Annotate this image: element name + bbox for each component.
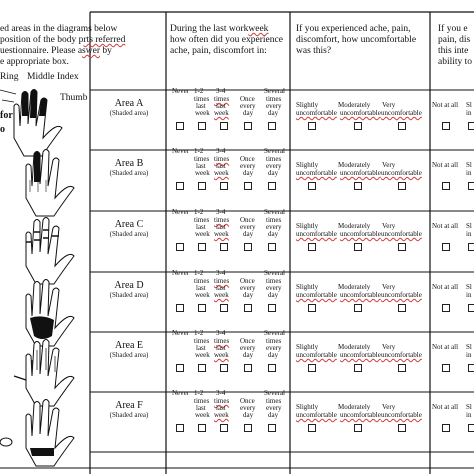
freq-never: Never	[172, 208, 190, 216]
hand-diagrams	[0, 0, 90, 474]
freq-several-every: every	[266, 102, 282, 110]
unc-very: Very	[382, 101, 396, 109]
freq-once: Once	[240, 155, 255, 163]
freq-several-every: every	[266, 162, 282, 170]
interference-checkbox[interactable]	[442, 364, 450, 372]
frequency-checkbox[interactable]	[244, 304, 252, 312]
freq-3-4-last: last	[216, 344, 226, 352]
freq-1-2-week: week	[195, 351, 210, 359]
freq-3-4-times: times	[214, 277, 230, 285]
freq-3-4: 3-4	[216, 269, 226, 277]
frequency-checkbox[interactable]	[268, 364, 276, 372]
int-in: in	[466, 291, 472, 299]
freq-3-4-times: times	[214, 216, 230, 224]
unc-uncomfortable: uncomfortable	[381, 351, 422, 359]
freq-3-4-week: week	[214, 411, 229, 419]
discomfort-checkbox[interactable]	[308, 364, 316, 372]
int-not-at-all: Not at all	[432, 101, 459, 109]
unc-uncomfortable: uncomfortable	[340, 291, 381, 299]
unc-slightly: Slightly	[296, 222, 319, 230]
discomfort-checkbox[interactable]	[354, 424, 362, 432]
unc-moderately: Moderately	[338, 343, 371, 351]
freq-1-2-week: week	[195, 169, 210, 177]
frequency-checkbox[interactable]	[176, 243, 184, 251]
frequency-checkbox[interactable]	[220, 304, 228, 312]
unc-very: Very	[382, 343, 396, 351]
area-label	[92, 158, 166, 177]
freq-never: Never	[172, 269, 190, 277]
unc-moderately: Moderately	[338, 403, 371, 411]
int-in: in	[466, 351, 472, 359]
freq-3-4: 3-4	[216, 208, 226, 216]
freq-several-day: day	[268, 169, 279, 177]
frequency-checkbox[interactable]	[268, 304, 276, 312]
discomfort-checkbox[interactable]	[398, 122, 406, 130]
frequency-checkbox[interactable]	[244, 364, 252, 372]
area-name: Area F	[115, 400, 143, 411]
interference-checkbox[interactable]	[468, 364, 474, 372]
interference-checkbox[interactable]	[468, 182, 474, 190]
freq-1-2-times: times	[194, 216, 210, 224]
unc-very: Very	[382, 222, 396, 230]
freq-3-4-week: week	[214, 169, 229, 177]
discomfort-checkbox[interactable]	[398, 364, 406, 372]
frequency-checkbox[interactable]	[198, 364, 206, 372]
freq-once-every: every	[240, 102, 256, 110]
intro-text: ed areas in the diagrams below position of the body prts referred uestionnaire. Please aswer by e appropriate box.	[0, 24, 126, 67]
freq-1-2-last: last	[196, 404, 206, 412]
int-sl: Sl	[466, 343, 472, 351]
freq-1-2-last: last	[196, 344, 206, 352]
freq-several-every: every	[266, 284, 282, 292]
freq-3-4: 3-4	[216, 329, 226, 337]
interference-checkbox[interactable]	[442, 243, 450, 251]
hand-diagram-f	[0, 400, 74, 467]
unc-uncomfortable: uncomfortable	[296, 351, 337, 359]
freq-never: Never	[172, 147, 190, 155]
for-label: for	[0, 110, 13, 121]
freq-3-4-week: week	[214, 351, 229, 359]
freq-several-every: every	[266, 344, 282, 352]
discomfort-checkbox[interactable]	[398, 243, 406, 251]
interference-checkbox[interactable]	[442, 304, 450, 312]
freq-once: Once	[240, 216, 255, 224]
int-sl: Sl	[466, 161, 472, 169]
freq-1-2-last: last	[196, 102, 206, 110]
interference-checkbox[interactable]	[442, 182, 450, 190]
frequency-checkbox[interactable]	[244, 122, 252, 130]
area-sub: (Shaded area)	[109, 291, 149, 299]
unc-slightly: Slightly	[296, 403, 319, 411]
freq-1-2-week: week	[195, 291, 210, 299]
unc-uncomfortable: uncomfortable	[381, 230, 422, 238]
unc-moderately: Moderately	[338, 161, 371, 169]
int-not-at-all: Not at all	[432, 283, 459, 291]
freq-1-2-times: times	[194, 337, 210, 345]
area-sub: (Shaded area)	[109, 230, 149, 238]
o-label: o	[0, 124, 5, 135]
frequency-checkbox[interactable]	[220, 243, 228, 251]
hand-diagram-c	[26, 218, 74, 285]
freq-once: Once	[240, 337, 255, 345]
freq-3-4-last: last	[216, 404, 226, 412]
interference-checkbox[interactable]	[468, 122, 474, 130]
int-not-at-all: Not at all	[432, 403, 459, 411]
freq-3-4-last: last	[216, 102, 226, 110]
freq-1-2: 1-2	[194, 389, 204, 397]
freq-1-2-week: week	[195, 411, 210, 419]
int-sl: Sl	[466, 101, 472, 109]
area-name: Area E	[114, 340, 144, 351]
unc-moderately: Moderately	[338, 222, 371, 230]
frequency-checkbox[interactable]	[220, 122, 228, 130]
freq-several-day: day	[268, 351, 279, 359]
freq-1-2-times: times	[194, 277, 210, 285]
int-sl: Sl	[466, 403, 472, 411]
area-label	[92, 98, 166, 117]
frequency-checkbox[interactable]	[176, 182, 184, 190]
area-name: Area D	[114, 280, 144, 291]
freq-several-every: every	[266, 223, 282, 231]
area-label	[92, 340, 166, 359]
unc-moderately: Moderately	[338, 101, 371, 109]
frequency-checkbox[interactable]	[176, 364, 184, 372]
freq-once-every: every	[240, 162, 256, 170]
area-label	[92, 280, 166, 299]
freq-3-4-times: times	[214, 397, 230, 405]
index-label: Index	[57, 72, 79, 82]
frequency-checkbox[interactable]	[220, 364, 228, 372]
frequency-checkbox[interactable]	[198, 122, 206, 130]
freq-several-day: day	[268, 109, 279, 117]
area-sub: (Shaded area)	[109, 411, 149, 419]
int-not-at-all: Not at all	[432, 343, 459, 351]
freq-3-4-times: times	[214, 155, 230, 163]
frequency-checkbox[interactable]	[268, 243, 276, 251]
area-label	[92, 219, 166, 238]
frequency-checkbox[interactable]	[220, 424, 228, 432]
freq-several: Several	[264, 389, 285, 397]
int-in: in	[466, 109, 472, 117]
unc-very: Very	[382, 403, 396, 411]
freq-1-2-last: last	[196, 162, 206, 170]
frequency-checkbox[interactable]	[244, 243, 252, 251]
freq-1-2: 1-2	[194, 329, 204, 337]
discomfort-checkbox[interactable]	[398, 424, 406, 432]
freq-once-every: every	[240, 223, 256, 231]
freq-several-times: times	[266, 277, 282, 285]
freq-several-day: day	[268, 230, 279, 238]
int-in: in	[466, 411, 472, 419]
unc-uncomfortable: uncomfortable	[296, 291, 337, 299]
discomfort-checkbox[interactable]	[308, 182, 316, 190]
hand-diagram-e	[14, 340, 74, 407]
area-name: Area A	[114, 98, 144, 109]
discomfort-checkbox[interactable]	[308, 243, 316, 251]
int-not-at-all: Not at all	[432, 161, 459, 169]
int-not-at-all: Not at all	[432, 222, 459, 230]
freq-once-day: day	[243, 169, 254, 177]
discomfort-checkbox[interactable]	[398, 182, 406, 190]
area-name: Area B	[114, 158, 144, 169]
freq-once: Once	[240, 277, 255, 285]
frequency-checkbox[interactable]	[198, 182, 206, 190]
freq-1-2-last: last	[196, 223, 206, 231]
interference-header: If you e pain, dis this inte ability to	[438, 24, 473, 67]
freq-several-times: times	[266, 216, 282, 224]
frequency-checkbox[interactable]	[176, 304, 184, 312]
unc-slightly: Slightly	[296, 343, 319, 351]
discomfort-checkbox[interactable]	[308, 304, 316, 312]
unc-uncomfortable: uncomfortable	[340, 109, 381, 117]
frequency-checkbox[interactable]	[220, 182, 228, 190]
int-sl: Sl	[466, 283, 472, 291]
freq-3-4-times: times	[214, 95, 230, 103]
freq-1-2: 1-2	[194, 147, 204, 155]
freq-several: Several	[264, 329, 285, 337]
freq-1-2: 1-2	[194, 87, 204, 95]
frequency-checkbox[interactable]	[268, 122, 276, 130]
freq-once-day: day	[243, 230, 254, 238]
unc-uncomfortable: uncomfortable	[340, 351, 381, 359]
frequency-header: During the last workweek how often did you experience ache, pain, discomfort in:	[170, 24, 283, 56]
discomfort-checkbox[interactable]	[398, 304, 406, 312]
discomfort-checkbox[interactable]	[308, 122, 316, 130]
freq-once: Once	[240, 397, 255, 405]
unc-slightly: Slightly	[296, 101, 319, 109]
frequency-checkbox[interactable]	[198, 424, 206, 432]
frequency-checkbox[interactable]	[268, 424, 276, 432]
hand-diagram-b	[26, 150, 74, 217]
area-name: Area C	[114, 219, 144, 230]
freq-1-2: 1-2	[194, 208, 204, 216]
frequency-checkbox[interactable]	[176, 424, 184, 432]
freq-several: Several	[264, 87, 285, 95]
frequency-checkbox[interactable]	[244, 424, 252, 432]
unc-slightly: Slightly	[296, 283, 319, 291]
freq-several-every: every	[266, 404, 282, 412]
interference-checkbox[interactable]	[468, 424, 474, 432]
discomfort-checkbox[interactable]	[308, 424, 316, 432]
discomfort-checkbox[interactable]	[354, 243, 362, 251]
frequency-checkbox[interactable]	[198, 243, 206, 251]
freq-several-times: times	[266, 337, 282, 345]
freq-several-times: times	[266, 155, 282, 163]
interference-checkbox[interactable]	[442, 122, 450, 130]
freq-1-2-last: last	[196, 284, 206, 292]
freq-3-4-last: last	[216, 284, 226, 292]
freq-3-4-last: last	[216, 223, 226, 231]
unc-uncomfortable: uncomfortable	[296, 411, 337, 419]
freq-1-2-times: times	[194, 95, 210, 103]
frequency-checkbox[interactable]	[268, 182, 276, 190]
interference-checkbox[interactable]	[442, 424, 450, 432]
middle-label: Middle	[27, 72, 55, 82]
discomfort-checkbox[interactable]	[354, 364, 362, 372]
freq-3-4-last: last	[216, 162, 226, 170]
freq-several-times: times	[266, 95, 282, 103]
freq-3-4-times: times	[214, 337, 230, 345]
unc-uncomfortable: uncomfortable	[381, 291, 422, 299]
discomfort-checkbox[interactable]	[354, 304, 362, 312]
freq-3-4-week: week	[214, 109, 229, 117]
discomfort-checkbox[interactable]	[354, 182, 362, 190]
freq-several: Several	[264, 269, 285, 277]
int-in: in	[466, 169, 472, 177]
freq-3-4: 3-4	[216, 389, 226, 397]
freq-1-2: 1-2	[194, 269, 204, 277]
freq-once-day: day	[243, 109, 254, 117]
unc-slightly: Slightly	[296, 161, 319, 169]
unc-uncomfortable: uncomfortable	[381, 169, 422, 177]
frequency-checkbox[interactable]	[198, 304, 206, 312]
freq-once-day: day	[243, 291, 254, 299]
frequency-checkbox[interactable]	[244, 182, 252, 190]
freq-3-4-week: week	[214, 230, 229, 238]
discomfort-header: If you experienced ache, pain, discomfort, how uncomfortable was this?	[296, 24, 417, 56]
int-sl: Sl	[466, 222, 472, 230]
unc-very: Very	[382, 283, 396, 291]
frequency-checkbox[interactable]	[176, 122, 184, 130]
freq-1-2-times: times	[194, 397, 210, 405]
freq-1-2-times: times	[194, 155, 210, 163]
freq-several-day: day	[268, 411, 279, 419]
unc-uncomfortable: uncomfortable	[296, 169, 337, 177]
thumb-label: Thumb	[60, 93, 88, 103]
unc-uncomfortable: uncomfortable	[340, 230, 381, 238]
unc-uncomfortable: uncomfortable	[381, 109, 422, 117]
area-sub: (Shaded area)	[109, 109, 149, 117]
freq-never: Never	[172, 389, 190, 397]
ring-label: Ring	[0, 72, 19, 82]
freq-several-day: day	[268, 291, 279, 299]
freq-once-every: every	[240, 344, 256, 352]
interference-checkbox[interactable]	[468, 304, 474, 312]
unc-moderately: Moderately	[338, 283, 371, 291]
unc-uncomfortable: uncomfortable	[296, 230, 337, 238]
unc-uncomfortable: uncomfortable	[381, 411, 422, 419]
freq-several-times: times	[266, 397, 282, 405]
freq-once-every: every	[240, 284, 256, 292]
area-label	[92, 400, 166, 419]
discomfort-checkbox[interactable]	[354, 122, 362, 130]
int-in: in	[466, 230, 472, 238]
hand-diagram-a	[0, 90, 62, 157]
freq-3-4-week: week	[214, 291, 229, 299]
interference-checkbox[interactable]	[468, 243, 474, 251]
unc-uncomfortable: uncomfortable	[340, 411, 381, 419]
unc-very: Very	[382, 161, 396, 169]
area-sub: (Shaded area)	[109, 169, 149, 177]
freq-several: Several	[264, 147, 285, 155]
unc-uncomfortable: uncomfortable	[296, 109, 337, 117]
freq-never: Never	[172, 87, 190, 95]
freq-1-2-week: week	[195, 109, 210, 117]
freq-3-4: 3-4	[216, 87, 226, 95]
freq-3-4: 3-4	[216, 147, 226, 155]
freq-never: Never	[172, 329, 190, 337]
freq-once-day: day	[243, 351, 254, 359]
area-sub: (Shaded area)	[109, 351, 149, 359]
unc-uncomfortable: uncomfortable	[340, 169, 381, 177]
freq-1-2-week: week	[195, 230, 210, 238]
freq-several: Several	[264, 208, 285, 216]
freq-once-day: day	[243, 411, 254, 419]
freq-once: Once	[240, 95, 255, 103]
freq-once-every: every	[240, 404, 256, 412]
hand-diagram-d	[26, 280, 74, 347]
